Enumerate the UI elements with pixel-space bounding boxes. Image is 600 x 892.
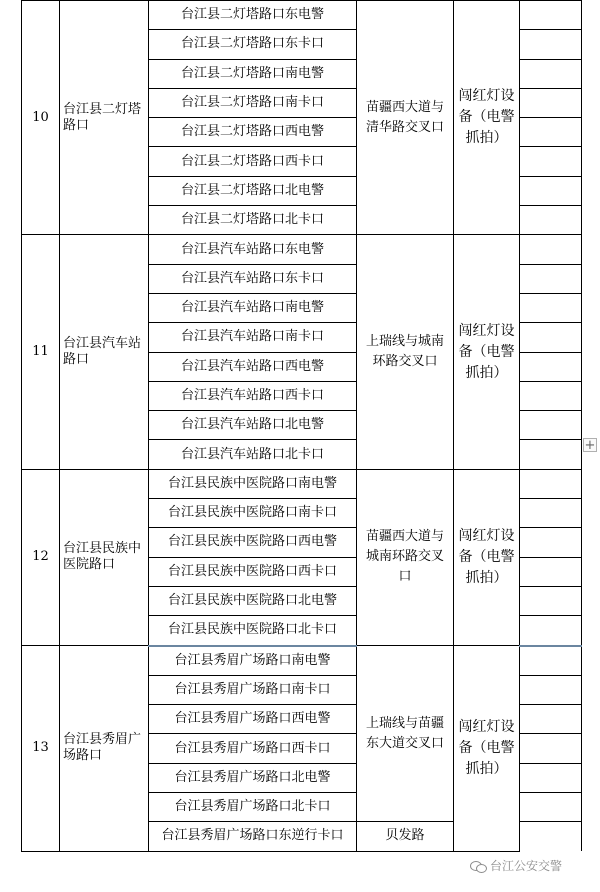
equipment-type: 闯红灯设备（电警抓拍） xyxy=(454,469,520,645)
empty-cell xyxy=(520,293,582,322)
empty-cell xyxy=(520,586,582,615)
camera-point: 台江县二灯塔路口东电警 xyxy=(149,1,357,30)
group-number: 12 xyxy=(22,469,60,645)
empty-cell xyxy=(520,469,582,498)
equipment-type: 闯红灯设备（电警抓拍） xyxy=(454,1,520,235)
camera-point: 台江县二灯塔路口东卡口 xyxy=(149,30,357,59)
intersection-name: 台江县二灯塔路口 xyxy=(60,1,149,235)
camera-point: 台江县秀眉广场路口东逆行卡口 xyxy=(149,822,357,851)
camera-point: 台江县民族中医院路口南卡口 xyxy=(149,499,357,528)
group-number: 13 xyxy=(22,646,60,852)
camera-point: 台江县秀眉广场路口西卡口 xyxy=(149,734,357,763)
empty-cell xyxy=(520,499,582,528)
camera-point: 台江县汽车站路口东电警 xyxy=(149,235,357,264)
camera-point: 台江县汽车站路口南卡口 xyxy=(149,323,357,352)
empty-cell xyxy=(520,822,582,851)
road-location: 苗疆西大道与清华路交叉口 xyxy=(357,1,454,235)
empty-cell xyxy=(520,88,582,117)
intersection-name: 台江县汽车站路口 xyxy=(60,235,149,469)
intersection-name: 台江县秀眉广场路口 xyxy=(60,646,149,852)
empty-cell xyxy=(520,675,582,704)
empty-cell xyxy=(520,30,582,59)
group-number: 11 xyxy=(22,235,60,469)
empty-cell xyxy=(520,440,582,469)
camera-point: 台江县秀眉广场路口西电警 xyxy=(149,705,357,734)
camera-point: 台江县民族中医院路口北电警 xyxy=(149,586,357,615)
empty-cell xyxy=(520,1,582,30)
road-location: 贝发路 xyxy=(357,822,454,851)
camera-point: 台江县汽车站路口北电警 xyxy=(149,411,357,440)
empty-cell xyxy=(520,59,582,88)
road-location: 苗疆西大道与城南环路交叉口 xyxy=(357,469,454,645)
empty-cell xyxy=(520,206,582,235)
empty-cell xyxy=(520,235,582,264)
empty-cell xyxy=(520,352,582,381)
camera-point: 台江县汽车站路口南电警 xyxy=(149,293,357,322)
empty-cell xyxy=(520,734,582,763)
camera-point: 台江县二灯塔路口西电警 xyxy=(149,118,357,147)
intersection-name: 台江县民族中医院路口 xyxy=(60,469,149,645)
road-location: 上瑞线与城南环路交叉口 xyxy=(357,235,454,469)
road-location: 上瑞线与苗疆东大道交叉口 xyxy=(357,646,454,822)
camera-point: 台江县汽车站路口西电警 xyxy=(149,352,357,381)
equipment-type: 闯红灯设备（电警抓拍） xyxy=(454,646,520,852)
camera-point: 台江县秀眉广场路口南电警 xyxy=(149,646,357,676)
empty-cell xyxy=(520,646,582,676)
empty-cell xyxy=(520,264,582,293)
camera-point: 台江县秀眉广场路口北卡口 xyxy=(149,793,357,822)
empty-cell xyxy=(520,616,582,646)
expand-button[interactable]: + xyxy=(584,438,596,453)
table-row xyxy=(22,646,582,676)
camera-point: 台江县二灯塔路口南卡口 xyxy=(149,88,357,117)
equipment-type: 闯红灯设备（电警抓拍） xyxy=(454,235,520,469)
empty-cell xyxy=(520,381,582,410)
empty-cell xyxy=(520,705,582,734)
empty-cell xyxy=(520,176,582,205)
table-body xyxy=(22,1,582,852)
empty-cell xyxy=(520,118,582,147)
camera-point: 台江县民族中医院路口南电警 xyxy=(149,469,357,498)
wechat-watermark xyxy=(470,857,562,874)
table-row xyxy=(22,1,582,30)
empty-cell xyxy=(520,763,582,792)
camera-point: 台江县二灯塔路口西卡口 xyxy=(149,147,357,176)
empty-cell xyxy=(520,147,582,176)
camera-point: 台江县汽车站路口东卡口 xyxy=(149,264,357,293)
watermark-text: 台江公安交警 xyxy=(490,859,563,873)
empty-cell xyxy=(520,557,582,586)
camera-point: 台江县汽车站路口北卡口 xyxy=(149,440,357,469)
empty-cell xyxy=(520,411,582,440)
empty-cell xyxy=(520,528,582,557)
camera-point: 台江县二灯塔路口南电警 xyxy=(149,59,357,88)
camera-point: 台江县二灯塔路口北卡口 xyxy=(149,206,357,235)
camera-point: 台江县民族中医院路口北卡口 xyxy=(149,616,357,646)
table-row xyxy=(22,469,582,498)
group-number: 10 xyxy=(22,1,60,235)
empty-cell xyxy=(520,793,582,822)
camera-point: 台江县汽车站路口西卡口 xyxy=(149,381,357,410)
camera-point: 台江县民族中医院路口西卡口 xyxy=(149,557,357,586)
camera-point: 台江县民族中医院路口西电警 xyxy=(149,528,357,557)
camera-point: 台江县秀眉广场路口南卡口 xyxy=(149,675,357,704)
camera-point: 台江县二灯塔路口北电警 xyxy=(149,176,357,205)
camera-point: 台江县秀眉广场路口北电警 xyxy=(149,763,357,792)
empty-cell xyxy=(520,323,582,352)
traffic-camera-table xyxy=(21,0,582,852)
wechat-icon xyxy=(470,860,486,872)
table-row xyxy=(22,235,582,264)
